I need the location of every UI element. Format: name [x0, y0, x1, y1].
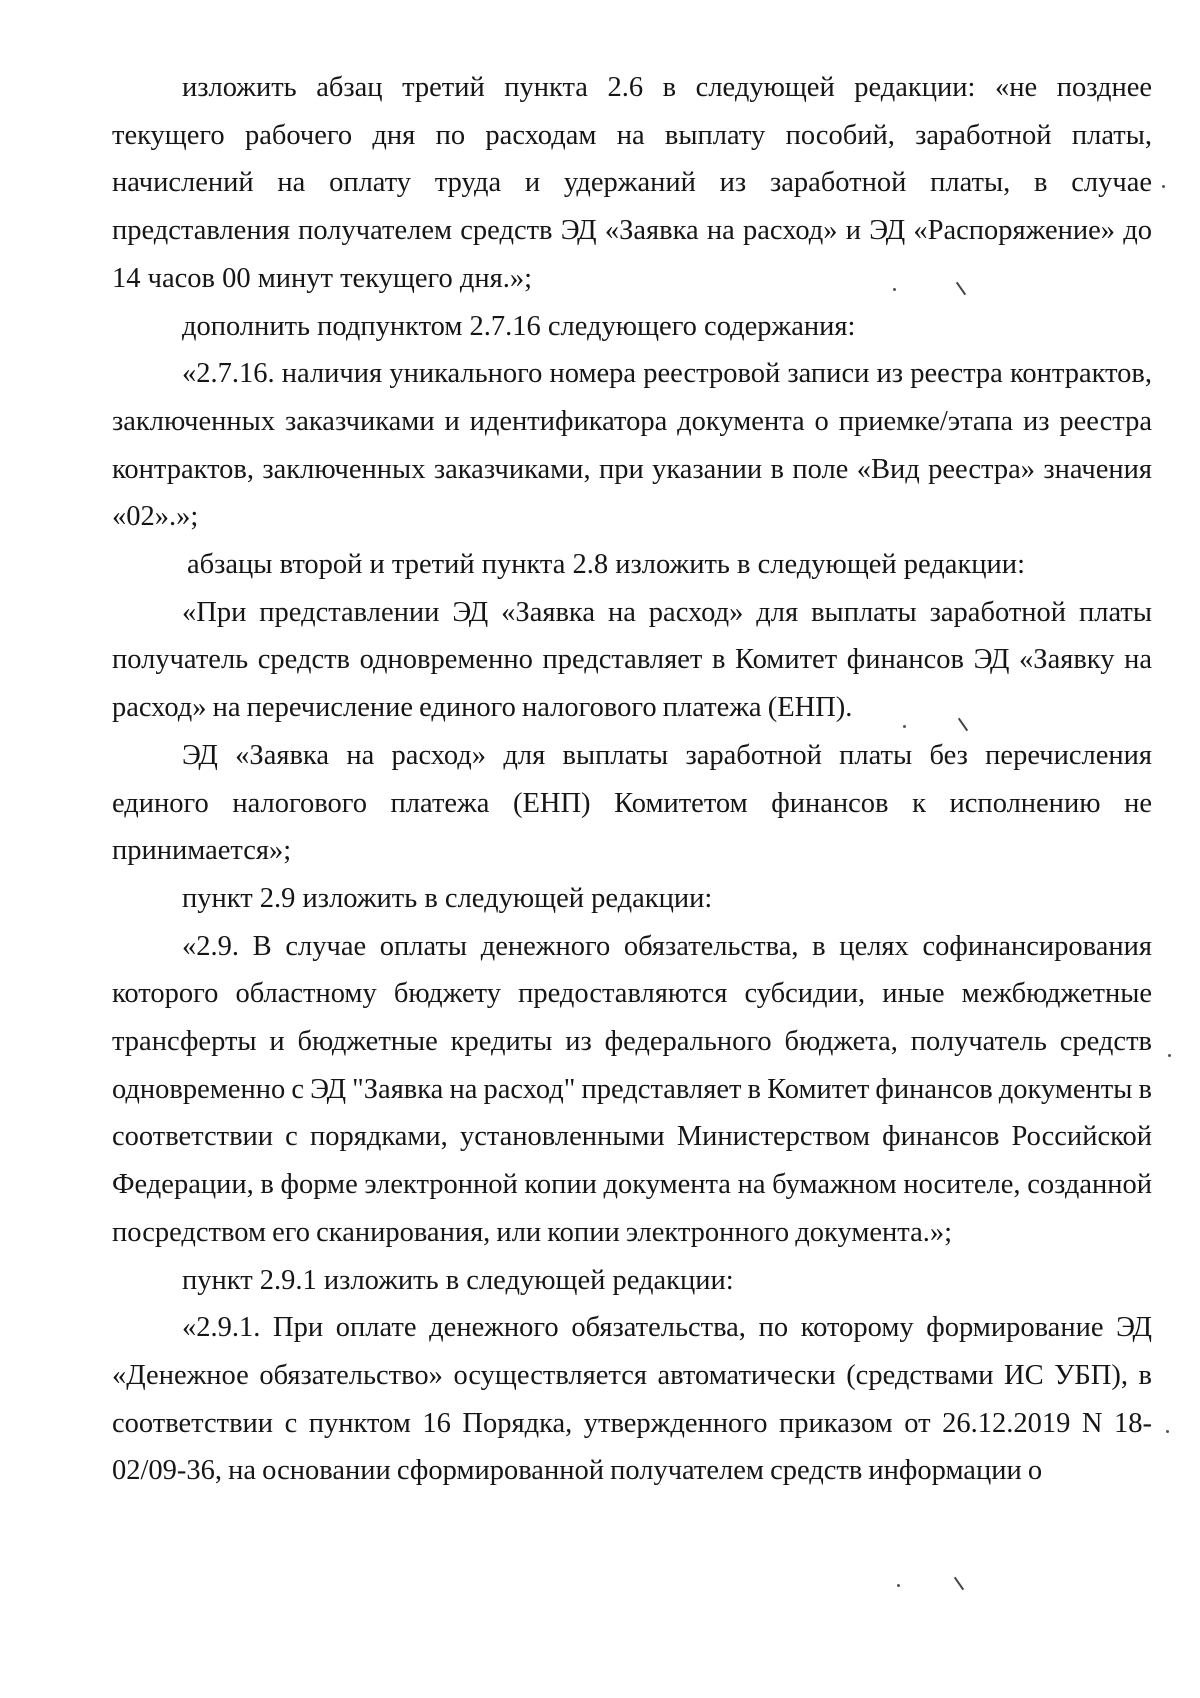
scan-speck — [903, 725, 906, 728]
paragraph-2-7-16-text: «2.7.16. наличия уникального номера реестровой записи из реестра контрактов, заключенных заказчиками и идентификатора документа о приемке/этапа из реестра контрактов, заключенных заказчиками, при указании в поле «Вид реестра» значения «02».»; — [112, 358, 1152, 533]
paragraph-2-9-text: «2.9. В случае оплаты денежного обязательства, в целях софинансирования которого областному бюджету предоставляются субсидии, иные межбюджетные трансферты и бюджетные кредиты из федерального бюджета, получатель средств одновременно с ЭД "Заявка на расход" представляет в Комитет финансов документы в соответствии с порядками, установленными Министерством финансов Российской Федерации, в форме электронной копии документа на бумажном носителе, созданной посредством его сканирования, или копии электронного документа.»; — [112, 930, 1152, 1248]
paragraph-2-9-amendment: пункт 2.9 изложить в следующей редакции: — [182, 882, 713, 914]
scan-speck — [1162, 185, 1165, 188]
paragraph-2-8-text-2: ЭД «Заявка на расход» для выплаты заработной платы без перечисления единого налогового платежа (ЕНП) Комитетом финансов к исполнению не принимается»; — [112, 739, 1152, 867]
paragraph-2-8-amendment: абзацы второй и третий пункта 2.8 изложить в следующей редакции: — [187, 549, 1025, 581]
document-body — [112, 64, 1152, 1495]
paragraph-2-9-1-amendment: пункт 2.9.1 изложить в следующей редакции: — [182, 1264, 734, 1296]
scan-speck — [897, 1584, 900, 1587]
paragraph-2-8-text-1: «При представлении ЭД «Заявка на расход» для выплаты заработной платы получатель средств одновременно представляет в Комитет финансов ЭД «Заявку на расход» на перечисление единого налогового платежа (ЕНП). — [112, 596, 1152, 724]
paragraph-2-6-amendment: изложить абзац третий пункта 2.6 в следующей редакции: «не позднее текущего рабочего дня по расходам на выплату пособий, заработной платы, начислений на оплату труда и удержаний из заработной платы, в случае представления получателем средств ЭД «Заявка на расход» и ЭД «Распоряжение» до 14 часов 00 минут текущего дня.»; — [112, 72, 1152, 294]
scan-speck — [1168, 1054, 1171, 1057]
scan-speck — [1166, 1430, 1169, 1433]
paragraph-add-2-7-16: дополнить подпунктом 2.7.16 следующего содержания: — [182, 310, 856, 342]
paragraph-2-9-1-text: «2.9.1. При оплате денежного обязательства, по которому формирование ЭД «Денежное обязательство» осуществляется автоматически (средствами ИС УБП), в соответствии с пунктом 16 Порядка, утвержденного приказом от 26.12.2019 N 18-02/09-36, на основании сформированной получателем средств информации о — [112, 1312, 1152, 1487]
scan-speck — [893, 288, 896, 291]
scan-mark — [954, 1577, 964, 1590]
